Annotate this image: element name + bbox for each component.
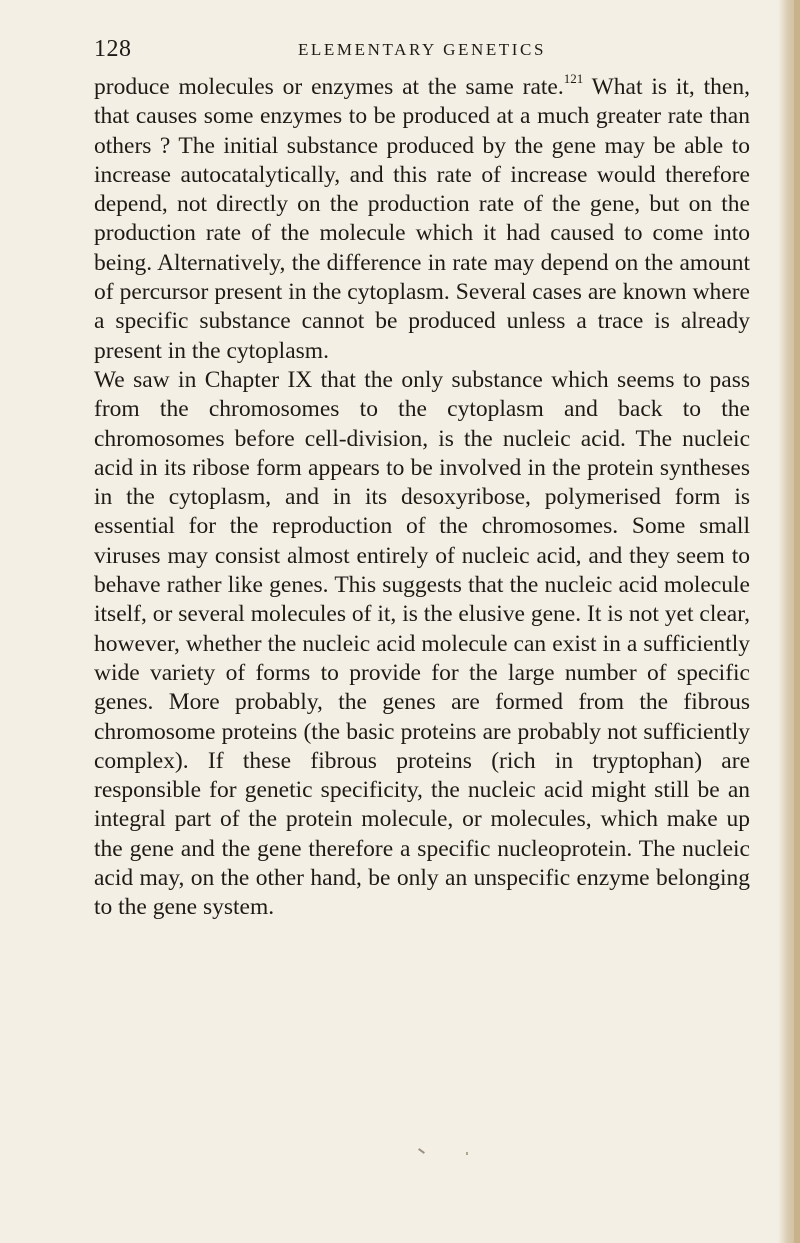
running-head: ELEMENTARY GENETICS: [297, 40, 547, 59]
speck-mark: [418, 1148, 425, 1154]
speck-mark: [466, 1152, 468, 1155]
paragraph-1: [94, 73, 750, 366]
page-number: 128: [94, 36, 132, 62]
paper-specks: [418, 1150, 478, 1162]
page-header: [94, 36, 750, 66]
paragraph-1-rest: What is it, then, that causes some enzymes to be produced at a much greater rate than others ? The initial substance produced by the gene may be able to increase autocatalytically, and this rate of increase would therefore depend, not directly on the production rate of the gene, but on the production rate of the molecule which it had caused to come into being. Alternatively, the difference in rate may depend on the amount of percursor present in the cytoplasm. Several cases are known where a specific substance cannot be produced unless a trace is already present in the cytoplasm.: [94, 74, 750, 364]
page-edge: [778, 0, 800, 1243]
footnote-reference: 121: [563, 71, 584, 87]
paragraph-1-start: produce molecules or enzymes at the same rate.: [94, 74, 564, 100]
paragraph-2: We saw in Chapter IX that the only substance which seems to pass from the chromosomes to the cytoplasm and back to the chromosomes before cell-division, is the nucleic acid. The nucleic acid in its ribose form appears to be involved in the protein syntheses in the cytoplasm, and in its desoxyribose, polymerised form is essential for the reproduction of the chromosomes. Some small viruses may consist almost entirely of nucleic acid, and they seem to behave rather like genes. This suggests that the nucleic acid molecule itself, or several molecules of it, is the elusive gene. It is not yet clear, however, whether the nucleic acid molecule can exist in a sufficiently wide variety of forms to provide for the large number of specific genes. More probably, the genes are formed from the fibrous chromosome proteins (the basic proteins are probably not sufficiently complex). If these fibrous proteins (rich in tryptophan) are responsible for genetic specificity, the nucleic acid might still be an integral part of the protein molecule, or molecules, which make up the gene and the gene therefore a specific nucleoprotein. The nucleic acid may, on the other hand, be only an unspecific enzyme belonging to the gene system.: [94, 366, 750, 921]
body-text: [94, 73, 750, 923]
